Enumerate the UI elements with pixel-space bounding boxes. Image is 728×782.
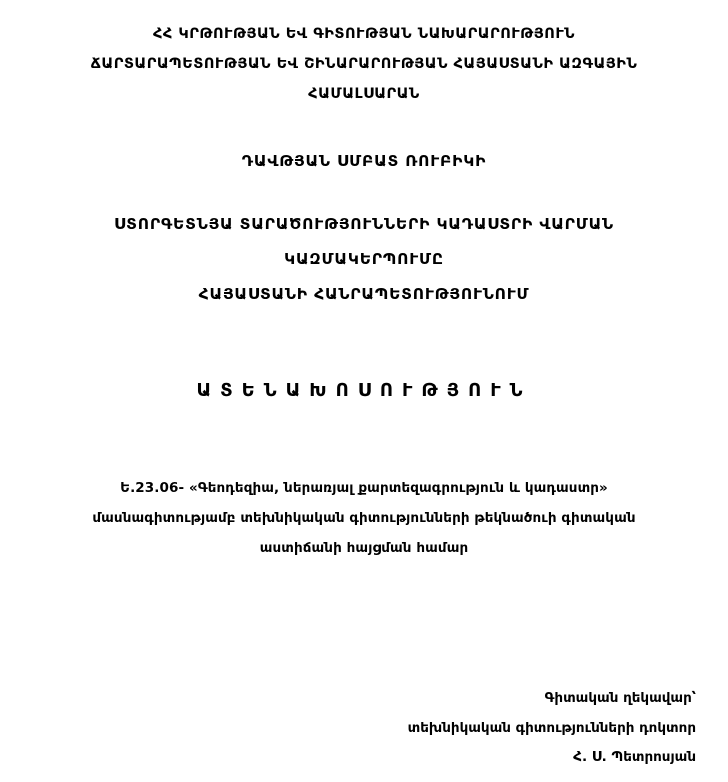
- thesis-title-line-1: ՍՏՈՐԳԵՏՆՅԱ ՏԱՐԱԾՈՒԹՅՈՒՆՆԵՐԻ ԿԱԴԱՍՏՐԻ ՎԱՐՄԱՆ: [114, 215, 614, 233]
- thesis-title-line-3: ՀԱՅԱՍՏԱՆԻ ՀԱՆՐԱՊԵՏՈՒԹՅՈՒՆՈՒՄ: [198, 285, 530, 303]
- university-name-line-1: ՃԱՐՏԱՐԱՊԵՏՈՒԹՅԱՆ ԵՎ ՇԻՆԱՐԱՐՈՒԹՅԱՆ ՀԱՅԱՍՏԱՆԻ ԱԶԳԱՅԻՆ: [90, 56, 638, 72]
- specialty-line-1: Ե.23.06- «Գեոդեզիա, ներառյալ քարտեզագրություն և կադաստր»: [120, 480, 608, 496]
- ministry-name: ՀՀ ԿՐԹՈՒԹՅԱՆ ԵՎ ԳԻՏՈՒԹՅԱՆ ՆԱԽԱՐԱՐՈՒԹՅՈՒՆ: [152, 26, 576, 42]
- supervisor-degree: տեխնիկական գիտությունների դոկտոր: [407, 720, 696, 736]
- specialty-line-3: աստիճանի հայցման համար: [259, 540, 469, 556]
- author-name: ԴԱՎԹՅԱՆ ՍՄԲԱՏ ՌՈՒԲԻԿԻ: [241, 152, 487, 170]
- supervisor-name: Հ. Ս. Պետրոսյան: [573, 749, 696, 765]
- specialty-line-2: մասնագիտությամբ տեխնիկական գիտությունների թեկնածուի գիտական: [92, 510, 636, 526]
- document-type: ԱՏԵՆԱԽՈՍՈՒԹՅՈՒՆ: [196, 380, 532, 401]
- supervisor-role: Գիտական ղեկավար՝: [544, 690, 696, 706]
- university-name-line-2: ՀԱՄԱԼՍԱՐԱՆ: [308, 86, 420, 102]
- thesis-title-line-2: ԿԱԶՄԱԿԵՐՊՈՒՄԸ: [284, 250, 444, 268]
